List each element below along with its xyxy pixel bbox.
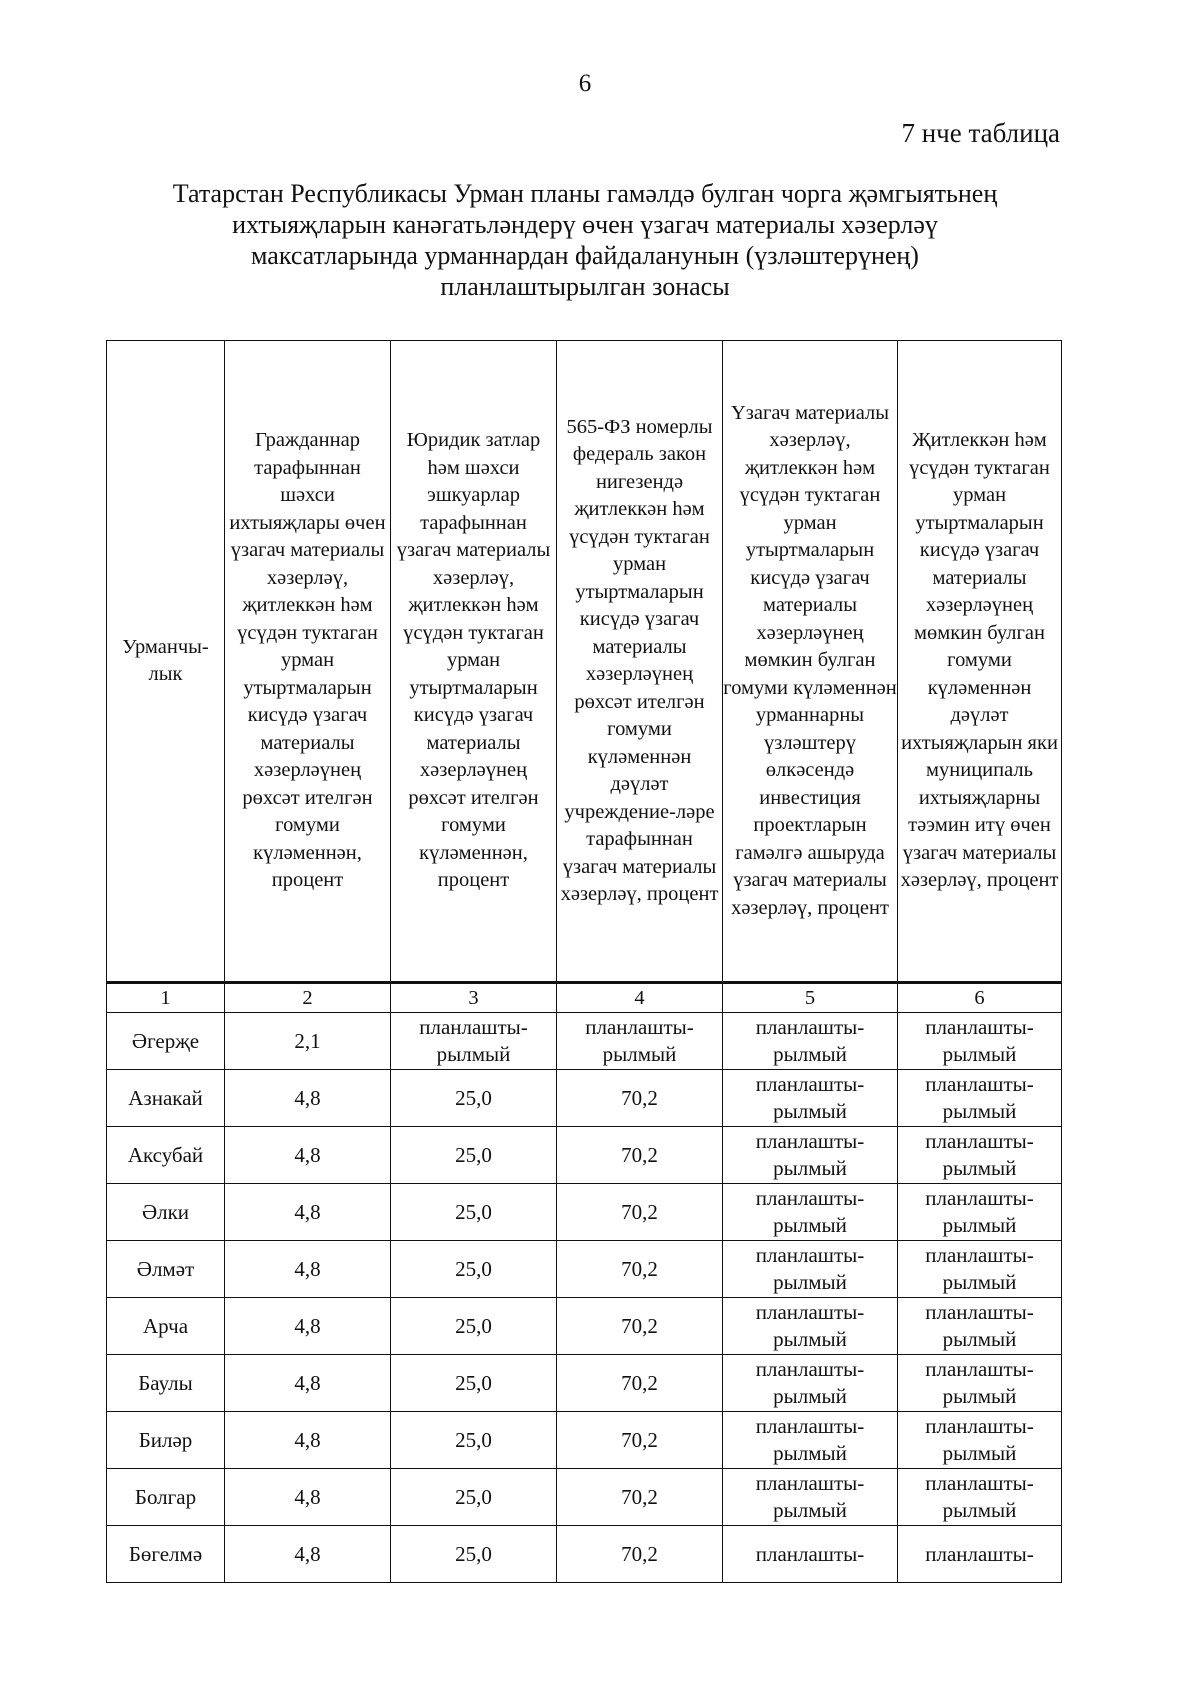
legal-entities-percent-cell: 25,0 [391, 1298, 557, 1355]
header-legal-entities-percent: Юридик затлар һәм шәхси эшкуарлар тарафыннан үзагач материалы хәзерләү, җитлеккән һәм үсүдән туктаган урман утыртмаларын кисүдә үзагач материалы хәзерләүнең рөхсәт ителгән гомуми күләменнән, процент [391, 341, 557, 983]
citizens-percent-cell: 4,8 [225, 1241, 391, 1298]
citizens-percent-cell: 4,8 [225, 1355, 391, 1412]
citizens-percent-cell: 4,8 [225, 1184, 391, 1241]
column-number: 3 [391, 983, 557, 1013]
state-institutions-percent-cell: 70,2 [557, 1412, 723, 1469]
investment-projects-cell: планлашты-рылмый [723, 1241, 898, 1298]
legal-entities-percent-cell: 25,0 [391, 1412, 557, 1469]
table-row [107, 1355, 1062, 1412]
table-row [107, 1469, 1062, 1526]
header-state-municipal-needs-percent: Җитлеккән һәм үсүдән туктаган урман утыртмаларын кисүдә үзагач материалы хәзерләүнең мөмкин булган гомуми күләменнән дәүләт ихтыяҗларын яки муниципаль ихтыяҗларны тәэмин итү өчен үзагач материалы хәзерләү, процент [898, 341, 1062, 983]
legal-entities-percent-cell: 25,0 [391, 1355, 557, 1412]
forestry-cell: Арча [107, 1298, 225, 1355]
legal-entities-percent-cell: 25,0 [391, 1526, 557, 1583]
investment-projects-cell: планлашты-рылмый [723, 1412, 898, 1469]
state-institutions-percent-cell: 70,2 [557, 1526, 723, 1583]
state-municipal-needs-cell: планлашты-рылмый [898, 1070, 1062, 1127]
state-institutions-percent-cell: 70,2 [557, 1184, 723, 1241]
legal-entities-percent-cell: планлашты-рылмый [391, 1013, 557, 1070]
column-number: 4 [557, 983, 723, 1013]
forestry-cell: Азнакай [107, 1070, 225, 1127]
legal-entities-percent-cell: 25,0 [391, 1469, 557, 1526]
column-number: 5 [723, 983, 898, 1013]
title-line: максатларында урманнардан файдаланунын (үзләштерүнең) [251, 241, 919, 270]
investment-projects-cell: планлашты-рылмый [723, 1184, 898, 1241]
header-forestry: Урманчы-лык [107, 341, 225, 983]
state-institutions-percent-cell: 70,2 [557, 1469, 723, 1526]
table-row [107, 1184, 1062, 1241]
state-institutions-percent-cell: 70,2 [557, 1127, 723, 1184]
investment-projects-cell: планлашты- [723, 1526, 898, 1583]
table-row [107, 1298, 1062, 1355]
state-institutions-percent-cell: 70,2 [557, 1298, 723, 1355]
forestry-cell: Әгерҗе [107, 1013, 225, 1070]
column-number-row [107, 983, 1062, 1013]
legal-entities-percent-cell: 25,0 [391, 1184, 557, 1241]
legal-entities-percent-cell: 25,0 [391, 1127, 557, 1184]
state-institutions-percent-cell: 70,2 [557, 1241, 723, 1298]
state-municipal-needs-cell: планлашты-рылмый [898, 1013, 1062, 1070]
state-institutions-percent-cell: планлашты-рылмый [557, 1013, 723, 1070]
state-institutions-percent-cell: 70,2 [557, 1355, 723, 1412]
header-investment-projects-percent: Үзагач материалы хәзерләү, җитлеккән һәм үсүдән туктаган урман утыртмаларын кисүдә үзагач материалы хәзерләүнең мөмкин булган гомуми күләменнән урманнарны үзләштерү өлкәсендә инвестиция проектларын гамәлгә ашыруда үзагач материалы хәзерләү, процент [723, 341, 898, 983]
table-row [107, 1070, 1062, 1127]
investment-projects-cell: планлашты-рылмый [723, 1070, 898, 1127]
forestry-cell: Болгар [107, 1469, 225, 1526]
title-line: планлаштырылган зонасы [440, 272, 730, 301]
citizens-percent-cell: 4,8 [225, 1412, 391, 1469]
header-state-institutions-percent: 565-ФЗ номерлы федераль закон нигезендә җитлеккән һәм үсүдән туктаган урман утыртмаларын кисүдә үзагач материалы хәзерләүнең рөхсәт ителгән гомуми күләменнән дәүләт учреждение-ләре тарафыннан үзагач материалы хәзерләү, процент [557, 341, 723, 983]
investment-projects-cell: планлашты-рылмый [723, 1127, 898, 1184]
citizens-percent-cell: 4,8 [225, 1469, 391, 1526]
state-municipal-needs-cell: планлашты- [898, 1526, 1062, 1583]
column-number: 2 [225, 983, 391, 1013]
state-municipal-needs-cell: планлашты-рылмый [898, 1184, 1062, 1241]
forestry-cell: Әлки [107, 1184, 225, 1241]
document-title [100, 178, 1070, 302]
state-municipal-needs-cell: планлашты-рылмый [898, 1241, 1062, 1298]
table-row [107, 1241, 1062, 1298]
title-line: Татарстан Республикасы Урман планы гамәлдә булган чорга җәмгыятьнең [172, 179, 998, 208]
investment-projects-cell: планлашты-рылмый [723, 1469, 898, 1526]
table-row [107, 1526, 1062, 1583]
citizens-percent-cell: 4,8 [225, 1526, 391, 1583]
forestry-cell: Аксубай [107, 1127, 225, 1184]
table-label: 7 нче таблица [901, 118, 1060, 148]
investment-projects-cell: планлашты-рылмый [723, 1013, 898, 1070]
state-institutions-percent-cell: 70,2 [557, 1070, 723, 1127]
legal-entities-percent-cell: 25,0 [391, 1070, 557, 1127]
forestry-cell: Биләр [107, 1412, 225, 1469]
state-municipal-needs-cell: планлашты-рылмый [898, 1355, 1062, 1412]
forestry-cell: Баулы [107, 1355, 225, 1412]
state-municipal-needs-cell: планлашты-рылмый [898, 1469, 1062, 1526]
forestry-cell: Әлмәт [107, 1241, 225, 1298]
forestry-cell: Бөгелмә [107, 1526, 225, 1583]
header-citizens-percent: Гражданнар тарафыннан шәхси ихтыяҗлары өчен үзагач материалы хәзерләү, җитлеккән һәм үсүдән туктаган урман утыртмаларын кисүдә үзагач материалы хәзерләүнең рөхсәт ителгән гомуми күләменнән, процент [225, 341, 391, 983]
investment-projects-cell: планлашты-рылмый [723, 1355, 898, 1412]
state-municipal-needs-cell: планлашты-рылмый [898, 1298, 1062, 1355]
column-number: 6 [898, 983, 1062, 1013]
state-municipal-needs-cell: планлашты-рылмый [898, 1412, 1062, 1469]
investment-projects-cell: планлашты-рылмый [723, 1298, 898, 1355]
citizens-percent-cell: 4,8 [225, 1127, 391, 1184]
table-row [107, 1412, 1062, 1469]
header-row [107, 341, 1062, 983]
title-line: ихтыяҗларын канәгатьләндерү өчен үзагач материалы хәзерләү [232, 210, 938, 239]
forestry-table [106, 340, 1062, 1583]
page-number: 6 [578, 70, 592, 97]
table-row [107, 1013, 1062, 1070]
citizens-percent-cell: 4,8 [225, 1298, 391, 1355]
citizens-percent-cell: 4,8 [225, 1070, 391, 1127]
table-row [107, 1127, 1062, 1184]
state-municipal-needs-cell: планлашты-рылмый [898, 1127, 1062, 1184]
legal-entities-percent-cell: 25,0 [391, 1241, 557, 1298]
citizens-percent-cell: 2,1 [225, 1013, 391, 1070]
column-number: 1 [107, 983, 225, 1013]
